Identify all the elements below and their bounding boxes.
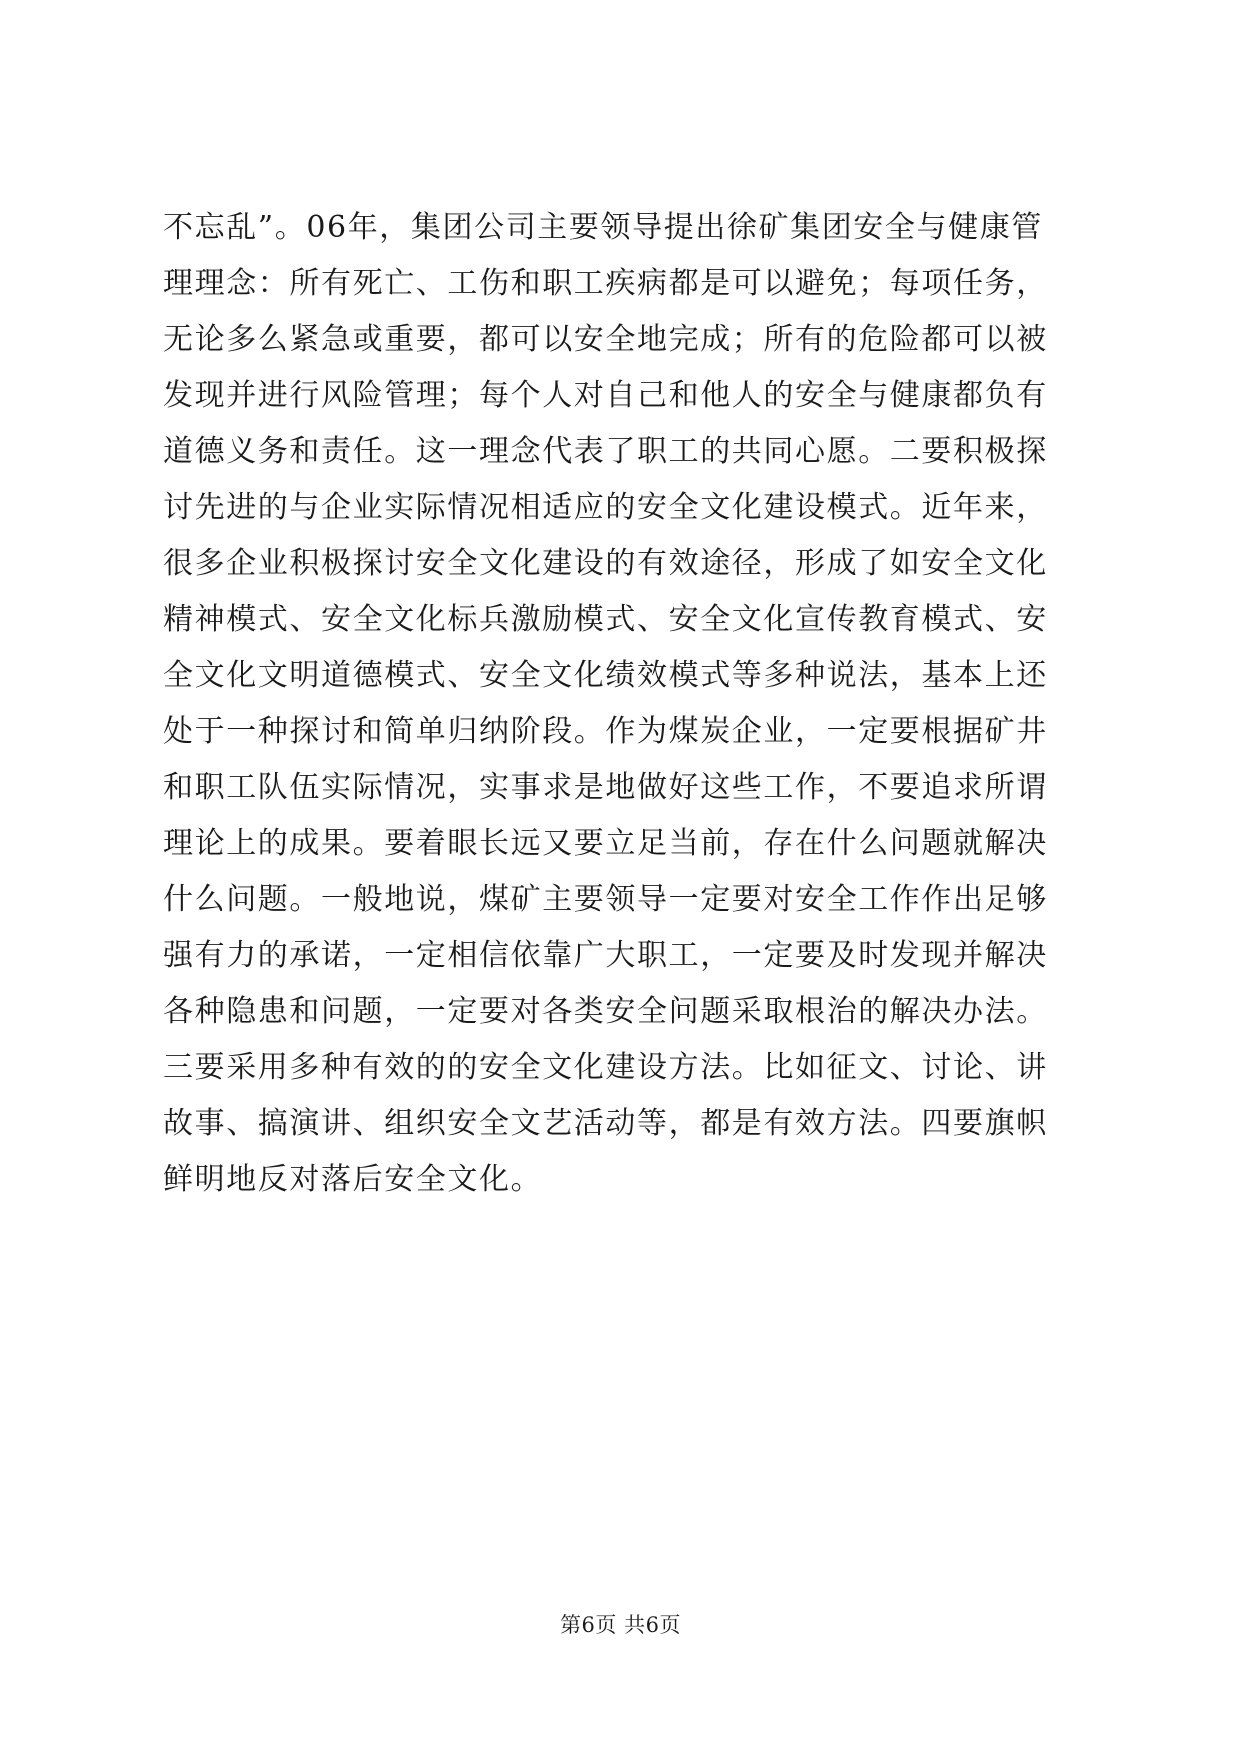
text-line: 鲜明地反对落后安全文化。 [163,1162,543,1197]
text-line: 故事、搞演讲、组织安全文艺活动等，都是有效方法。四要旗帜 [163,1106,1048,1141]
text-line: 什么问题。一般地说，煤矿主要领导一定要对安全工作作出足够 [163,882,1048,917]
text-line: 道德义务和责任。这一理念代表了职工的共同心愿。二要积极探 [163,434,1048,469]
text-line: 各种隐患和问题，一定要对各类安全问题采取根治的解决办法。 [163,994,1048,1029]
text-line: 和职工队伍实际情况，实事求是地做好这些工作，不要追求所谓 [163,770,1048,805]
text-line: 很多企业积极探讨安全文化建设的有效途径，形成了如安全文化 [163,546,1048,581]
text-line: 不忘乱”。06年，集团公司主要领导提出徐矿集团安全与健康管 [163,210,1043,245]
text-line: 处于一种探讨和简单归纳阶段。作为煤炭企业，一定要根据矿井 [163,714,1048,749]
text-line: 全文化文明道德模式、安全文化绩效模式等多种说法，基本上还 [163,658,1048,693]
text-line: 无论多么紧急或重要，都可以安全地完成；所有的危险都可以被 [163,322,1048,357]
text-line: 强有力的承诺，一定相信依靠广大职工，一定要及时发现并解决 [163,938,1048,973]
text-line: 理论上的成果。要着眼长远又要立足当前，存在什么问题就解决 [163,826,1048,861]
text-line: 三要采用多种有效的的安全文化建设方法。比如征文、讨论、讲 [163,1050,1048,1085]
body-paragraph [163,200,1083,1208]
text-line: 理理念：所有死亡、工伤和职工疾病都是可以避免；每项任务， [163,266,1048,301]
page-number-footer: 第6页 共6页 [560,1613,681,1637]
text-line: 精神模式、安全文化标兵激励模式、安全文化宣传教育模式、安 [163,602,1048,637]
text-line: 讨先进的与企业实际情况相适应的安全文化建设模式。近年来， [163,490,1048,525]
text-line: 发现并进行风险管理；每个人对自己和他人的安全与健康都负有 [163,378,1048,413]
